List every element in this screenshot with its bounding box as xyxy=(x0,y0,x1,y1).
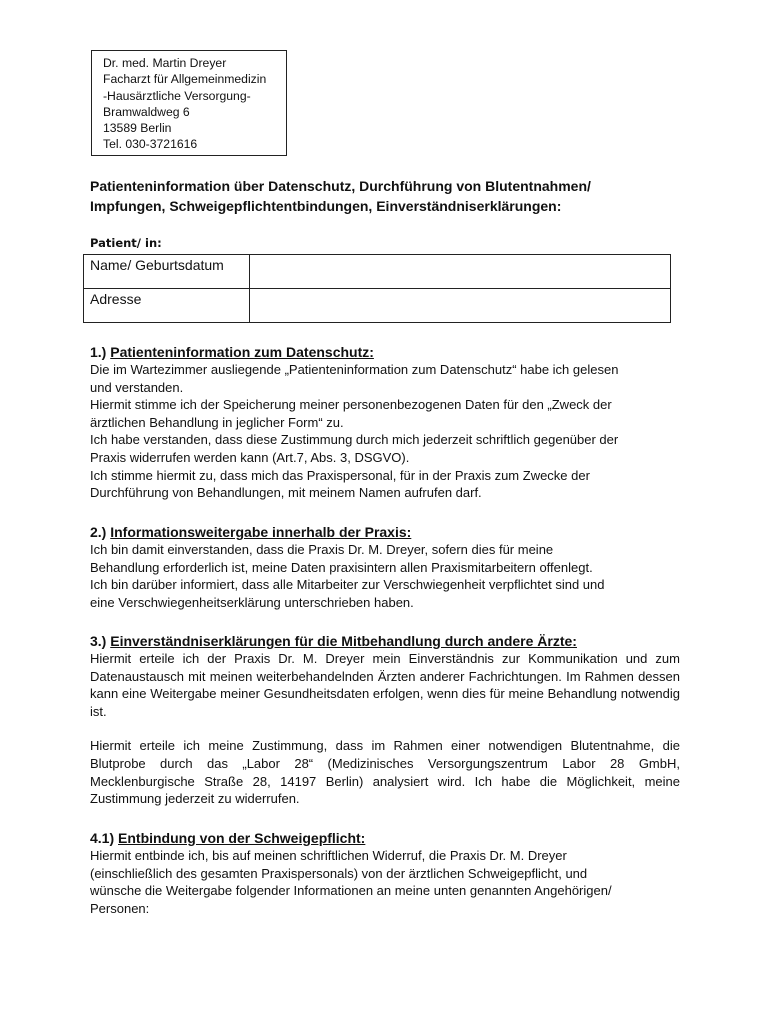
patient-table xyxy=(83,254,671,323)
title-line: Impfungen, Schweigepflichtentbindungen, Einverständniserklärungen: xyxy=(90,198,562,214)
address-line: Facharzt für Allgemeinmedizin xyxy=(103,72,267,87)
document-title xyxy=(90,176,690,216)
section-number: 1.) xyxy=(90,344,107,360)
text-line: Personen: xyxy=(90,900,150,916)
section-number: 2.) xyxy=(90,524,107,540)
section-number: 4.1) xyxy=(90,830,115,846)
name-birthdate-field[interactable] xyxy=(250,255,671,289)
section-title: Einverständniserklärungen für die Mitbehandlung durch andere Ärzte: xyxy=(110,633,577,649)
address-field[interactable] xyxy=(250,289,671,323)
name-birthdate-label: Name/ Geburtsdatum xyxy=(84,255,250,289)
table-row xyxy=(84,289,671,323)
section-heading xyxy=(90,343,680,361)
text-line: ärztlichen Behandlung in jeglicher Form“ zu. xyxy=(90,414,344,430)
address-line: 13589 Berlin xyxy=(103,121,172,136)
section-heading xyxy=(90,829,680,847)
title-line: Patienteninformation über Datenschutz, Durchführung von Blutentnahmen/ xyxy=(90,178,591,194)
section-confidentiality-release xyxy=(90,829,680,917)
section-internal-sharing xyxy=(90,523,680,611)
text-line: eine Verschwiegenheitserklärung unterschrieben haben. xyxy=(90,594,414,610)
section-title: Informationsweitergabe innerhalb der Praxis: xyxy=(110,524,412,540)
section-consent-other-doctors xyxy=(90,632,680,808)
text-line: Hiermit entbinde ich, bis auf meinen schriftlichen Widerruf, die Praxis Dr. M. Dreyer xyxy=(90,848,567,863)
address-line: -Hausärztliche Versorgung- xyxy=(103,88,251,103)
text-line: Behandlung erforderlich ist, meine Daten praxisintern allen Praxismitarbeitern offenlegt. xyxy=(90,559,593,575)
text-line: und verstanden. xyxy=(90,379,184,395)
section-heading xyxy=(90,632,680,650)
section-number: 3.) xyxy=(90,633,107,649)
table-row xyxy=(84,255,671,289)
text-line: Ich habe verstanden, dass diese Zustimmung durch mich jederzeit schriftlich gegenüber der xyxy=(90,432,619,448)
address-line: Tel. 030-3721616 xyxy=(103,137,198,152)
doctor-address-box xyxy=(91,50,287,156)
text-line: Durchführung von Behandlungen, mit meinem Namen aufrufen darf. xyxy=(90,485,482,501)
paragraph: Hiermit erteile ich meine Zustimmung, dass im Rahmen einer notwendigen Blutentnahme, die Blutprobe durch das „Labor 28“ (Medizinisches Versorgungszentrum Labor 28 GmbH, Mecklenburgische Straße 28, 14197 Berlin) analysiert wird. Ich habe die Möglichkeit, meine Zustimmung jederzeit zu widerrufen. xyxy=(90,738,680,807)
text-line: Ich bin darüber informiert, dass alle Mitarbeiter zur Verschwiegenheit verpflichtet sind und xyxy=(90,577,605,593)
text-line: Die im Wartezimmer ausliegende „Patienteninformation zum Datenschutz“ habe ich gelesen xyxy=(90,362,619,377)
section-title: Entbindung von der Schweigepflicht: xyxy=(118,830,366,846)
section-title: Patienteninformation zum Datenschutz: xyxy=(110,344,374,360)
text-line: Ich stimme hiermit zu, dass mich das Praxispersonal, für in der Praxis zum Zwecke der xyxy=(90,467,590,483)
patient-label: Patient/ in: xyxy=(90,236,162,250)
section-data-protection xyxy=(90,343,680,502)
address-label: Adresse xyxy=(84,289,250,323)
section-heading xyxy=(90,523,680,541)
text-line: Praxis widerrufen werden kann (Art.7, Abs. 3, DSGVO). xyxy=(90,449,410,465)
address-line: Bramwaldweg 6 xyxy=(103,104,190,119)
paragraph: Hiermit erteile ich der Praxis Dr. M. Dreyer mein Einverständnis zur Kommunikation und zum Datenaustausch mit meinen weiterbehandelnden Ärzten anderer Fachrichtungen. Im Rahmen dessen kann eine Weitergabe meiner Gesundheitsdaten erfolgen, wenn dies für meine Behandlung notwendig ist. xyxy=(90,651,680,719)
text-line: (einschließlich des gesamten Praxispersonals) von der ärztlichen Schweigepflicht, und xyxy=(90,865,588,881)
text-line: Hiermit stimme ich der Speicherung meiner personenbezogenen Daten für den „Zweck der xyxy=(90,397,612,413)
text-line: Ich bin damit einverstanden, dass die Praxis Dr. M. Dreyer, sofern dies für meine xyxy=(90,542,554,557)
address-line: Dr. med. Martin Dreyer xyxy=(103,56,227,70)
text-line: wünsche die Weitergabe folgender Informationen an meine unten genannten Angehörigen/ xyxy=(90,883,612,899)
